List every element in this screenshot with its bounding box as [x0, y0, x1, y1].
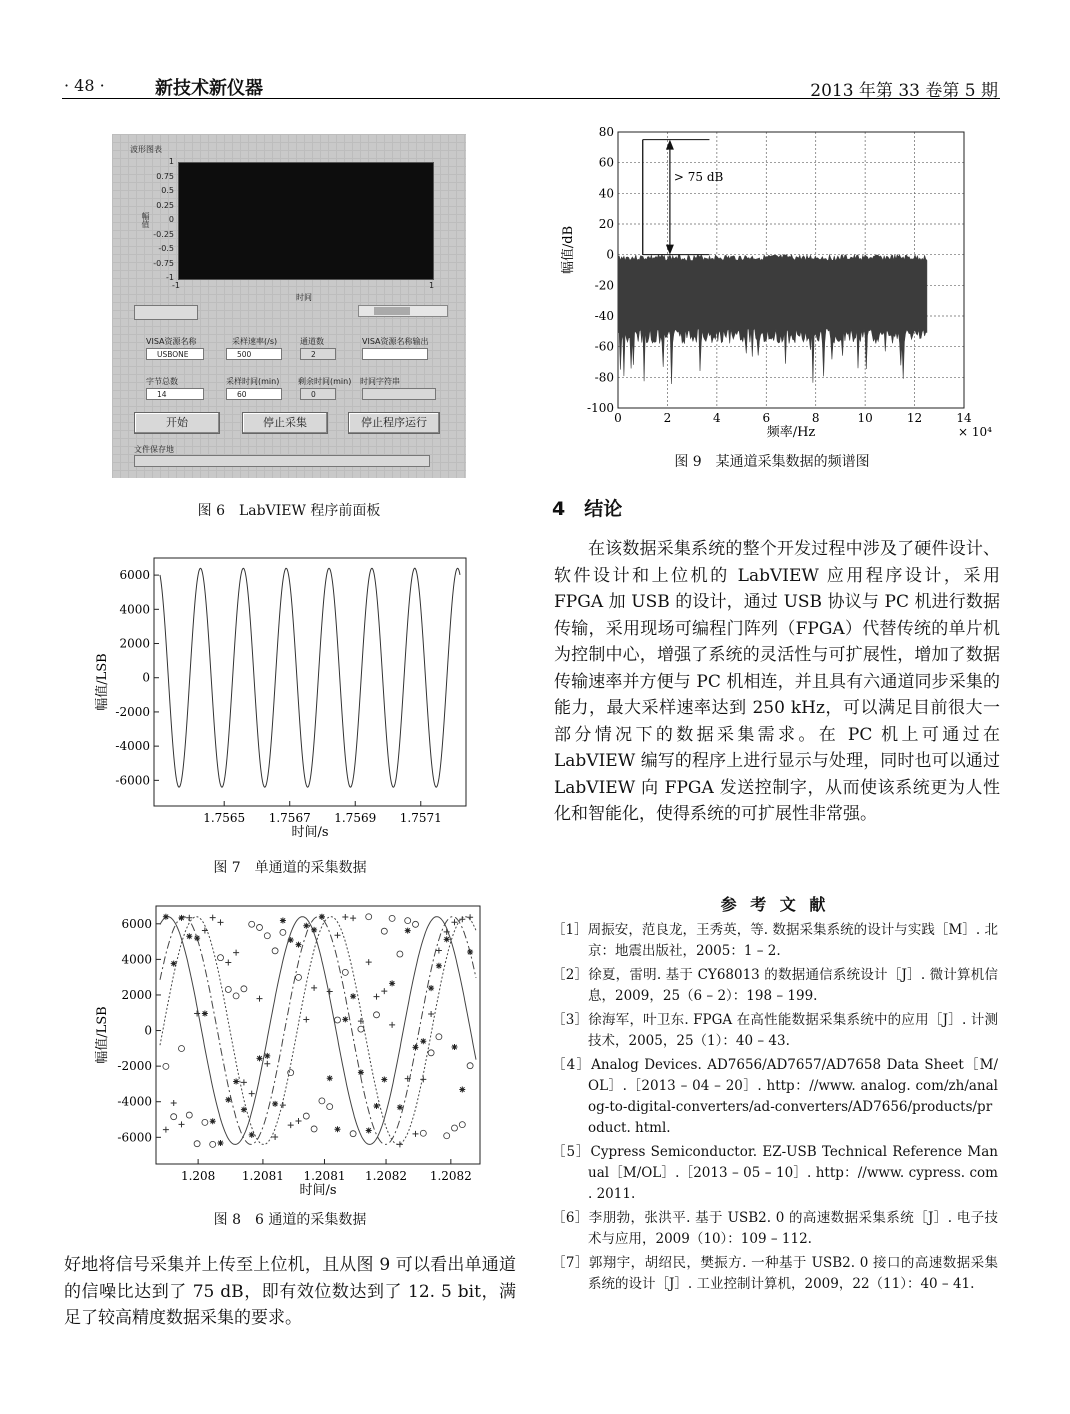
fig8-marker-star [296, 942, 302, 948]
reference-item: ［2］徐夏，雷明. 基于 CY68013 的数据通信系统设计［J］. 微计算机信息，2009，25（6 – 2）：198 – 199. [552, 967, 998, 1004]
fig8-x-tick-label: 1.208 [180, 1169, 216, 1183]
fig8-marker-star [374, 1103, 380, 1109]
fig8-marker-plus [171, 1100, 177, 1106]
remaining-value: 0 [300, 388, 336, 400]
fig8-marker-star [436, 963, 442, 969]
fig8-marker-circle [171, 1114, 177, 1120]
visa-out-value [362, 348, 428, 360]
graph-title: 波形图表 [130, 145, 162, 154]
fig9-x-tick-label: 2 [663, 411, 672, 425]
fig9-x-tick-label: 8 [811, 411, 820, 425]
fig8-marker-plus [327, 989, 333, 995]
fig8-marker-star [467, 949, 473, 955]
fig8-marker-plus [179, 1121, 185, 1127]
fig8-marker-plus [374, 994, 380, 1000]
fig8-marker-plus [272, 1134, 278, 1140]
fig8-marker-circle [288, 1070, 294, 1076]
fig8-marker-star [311, 927, 317, 933]
graph-x-min: -1 [172, 281, 180, 290]
fig8-x-tick-label: 1.2082 [429, 1169, 472, 1183]
fig8-marker-plus [303, 1017, 309, 1023]
fig7-x-axis-label: 时间/s [291, 825, 329, 840]
fig9-y-tick-label: -20 [594, 278, 614, 293]
fig8-marker-plus [381, 988, 387, 994]
reference-item: ［6］李朋勃，张洪平. 基于 USB2. 0 的高速数据采集系统［J］. 电子技术与应用，2009（10）：109 – 112. [552, 1210, 998, 1247]
fig8-marker-star [397, 1104, 403, 1110]
fig8-marker-circle [311, 1126, 317, 1132]
fig8-marker-circle [202, 1119, 208, 1125]
fig9-annotation-label: > 75 dB [673, 170, 724, 185]
channels-label: 通道数 [300, 337, 324, 346]
fig8-x-tick-label: 1.2081 [241, 1169, 284, 1183]
fig8-marker-star [257, 1055, 263, 1061]
fig7-y-tick-label: 4000 [119, 602, 150, 617]
fig9-y-tick-label: -40 [594, 309, 614, 323]
fig7-y-tick-label: -4000 [115, 739, 150, 754]
fig8-marker-star [420, 1038, 426, 1044]
fig8-marker-star [358, 1069, 364, 1075]
fig8-marker-circle [467, 1063, 473, 1069]
fig9-y-tick-label: 80 [598, 125, 614, 139]
fig8-marker-circle [249, 921, 255, 927]
fig8-marker-star [179, 915, 185, 921]
fig8-marker-star [264, 1053, 270, 1059]
fig9-y-axis-label: 幅值/dB [561, 225, 576, 275]
sample-time-input[interactable]: 60 [226, 388, 282, 400]
fig8-marker-star [413, 1044, 419, 1050]
graph-y-tick: 0 [168, 215, 174, 224]
fig9-x-axis-label: 频率/Hz [766, 425, 816, 440]
fig8-marker-circle [233, 993, 239, 999]
fig8-marker-star [381, 1077, 387, 1083]
visa-name-select[interactable]: USBONE [146, 348, 204, 360]
channels-value: 2 [300, 348, 336, 360]
fig7-y-axis-label: 幅值/LSB [95, 653, 110, 711]
fig8-marker-star [171, 961, 177, 967]
fig8-marker-star [335, 1126, 341, 1132]
string-label: 时间字符串 [360, 377, 400, 386]
fig8-marker-star [194, 935, 200, 941]
sample-rate-label: 采样速率(/s) [232, 337, 278, 346]
fig8-marker-star [233, 1079, 239, 1085]
fig8-marker-circle [272, 948, 278, 954]
waveform-chart-plot [178, 162, 434, 280]
graph-palette[interactable] [134, 305, 198, 320]
fig8-marker-plus [350, 915, 356, 921]
issue-info: 2013 年第 33 卷第 5 期 [810, 81, 998, 101]
fig8-marker-circle [218, 955, 224, 961]
graph-x-label: 时间 [296, 293, 312, 302]
fig8-y-tick-label: 4000 [121, 952, 152, 967]
graph-y-tick: 1 [168, 157, 174, 166]
fig8-marker-plus [280, 1102, 286, 1108]
fig8-marker-plus [225, 960, 231, 966]
fig8-caption: 图 8 6 通道的采集数据 [213, 1212, 367, 1228]
fig8-marker-star [218, 1140, 224, 1146]
fig8-marker-plus [459, 916, 465, 922]
fig8-marker-star [342, 1016, 348, 1022]
fig9-y-tick-label: 60 [598, 155, 614, 170]
fig8-marker-star [210, 1118, 216, 1124]
fig9-y-tick-label: -60 [594, 339, 614, 354]
fig8-x-tick-label: 1.2082 [365, 1169, 408, 1183]
conclusion-paragraph: 在该数据采集系统的整个开发过程中涉及了硬件设计、软件设计和上位机的 LabVIEW 应用程序设计，采用 FPGA 加 USB 的设计，通过 USB 协议与 PC 机进行数据传输，采用现场可编程门阵列（FPGA）代替传统的单片机为控制中心，增强了系统的灵活性与可扩展性，增加了数据传输速率并方便与 PC 机相连，并且具有六通道同步采集的能力，最大采样速率达到 250 kHz，可以满足目前很大一部分情况下的数据采集需求。在 PC 机上可通过在 LabVIEW 编写的程序上进行显示与处理，同时也可以通过 LabVIEW 向 FPGA 发送控制字，从而使该系统更为人性化和智能化，使得系统的可扩展性非常强。 [554, 539, 1000, 824]
fig8-marker-circle [303, 1113, 309, 1119]
left-paragraph: 好地将信号采集并上传至上位机，且从图 9 可以看出单通道的信噪比达到了 75 dB，即有效位数达到了 12. 5 bit，满足了较高精度数据采集的要求。 [64, 1255, 516, 1328]
graph-y-tick: 0.75 [156, 171, 174, 181]
visa-out-label: VISA资源名称输出 [362, 337, 429, 346]
fig8-marker-circle [186, 1112, 192, 1118]
fig7-series-line [160, 568, 460, 787]
fig8-series-line [160, 917, 476, 1145]
fig8-marker-star [389, 980, 395, 986]
fig8-marker-circle [210, 1141, 216, 1147]
fig9-x-tick-label: 4 [713, 411, 721, 425]
reference-item: ［4］Analog Devices. AD7656/AD7657/AD7658 Data Sheet［M/OL］.［2013 – 04 – 20］. http：//www. analog. com/zh/analog-to-digital-converters/ad-converters/AD7656/products/product. html. [552, 1057, 998, 1136]
fig8-marker-plus [413, 1131, 419, 1137]
fig8-x-axis-label: 时间/s [299, 1183, 337, 1198]
fig8-marker-star [319, 914, 325, 920]
fig8-marker-plus [389, 1022, 395, 1028]
fig9-chart [552, 122, 992, 446]
fig8-marker-plus [241, 1079, 247, 1085]
fig8-marker-circle [296, 974, 302, 980]
reference-item: ［5］Cypress Semiconductor. EZ-USB Technical Reference Manual［M/OL］.［2013 – 05 – 10］. http：//www. cypress. com . 2011. [552, 1144, 998, 1202]
fig9-x-tick-label: 10 [857, 411, 873, 425]
fig8-marker-circle [413, 921, 419, 927]
fig8-marker-star [366, 1127, 372, 1133]
fig7-y-tick-label: 2000 [119, 636, 150, 651]
fig9-noise-band [618, 255, 927, 384]
fig7-x-tick-label: 1.7567 [268, 811, 311, 825]
fig8-marker-circle [179, 1046, 185, 1052]
fig8-y-tick-label: -2000 [117, 1059, 152, 1074]
fig9-y-tick-label: 0 [606, 247, 614, 262]
fig8-marker-circle [350, 1131, 356, 1137]
fig8-marker-plus [436, 948, 442, 954]
fig7-caption: 图 7 单通道的采集数据 [213, 860, 367, 876]
fig8-marker-plus [264, 1061, 270, 1067]
graph-y-tick: 0.25 [156, 200, 174, 210]
fig9-y-tick-label: 20 [598, 217, 614, 231]
fig8-marker-circle [342, 969, 348, 975]
fig8-marker-star [327, 1075, 333, 1081]
fig8-marker-circle [374, 1012, 380, 1018]
visa-name-label: VISA资源名称 [146, 337, 197, 346]
fig8-marker-star [428, 985, 434, 991]
graph-y-tick: -1 [166, 273, 174, 282]
fig9-x-tick-label: 12 [906, 411, 923, 425]
sample-rate-input[interactable]: 500 [226, 348, 282, 360]
graph-y-tick: 0.5 [161, 186, 174, 195]
fig8-marker-circle [225, 986, 231, 992]
labview-front-panel [112, 134, 466, 478]
stop-acquisition-button[interactable]: 停止采集 [242, 412, 328, 434]
fig8-marker-star [288, 937, 294, 943]
fig7-x-tick-label: 1.7571 [399, 811, 442, 825]
fig8-marker-star [241, 1107, 247, 1113]
graph-y-label: 幅值 [141, 212, 150, 228]
fig8-marker-plus [288, 1122, 294, 1128]
bytes-label: 字节总数 [146, 377, 178, 386]
stop-program-button[interactable]: 停止程序运行 [348, 412, 440, 434]
fig7-y-tick-label: -2000 [115, 704, 150, 719]
graph-y-tick: -0.75 [153, 258, 174, 268]
fig8-marker-plus [202, 928, 208, 934]
fig8-marker-plus [163, 1127, 169, 1133]
fig8-x-tick-label: 1.2081 [303, 1169, 346, 1183]
fig8-marker-circle [405, 918, 411, 924]
string-value [362, 388, 436, 400]
fig8-marker-plus [397, 1141, 403, 1147]
fig8-marker-star [444, 936, 450, 942]
scrollbar-thumb[interactable] [374, 307, 410, 315]
start-button[interactable]: 开始 [134, 412, 220, 434]
fig9-y-tick-label: 40 [598, 186, 614, 201]
header-rule [62, 98, 1000, 99]
graph-y-tick: -0.25 [153, 229, 174, 239]
fig7-chart [90, 548, 490, 848]
reference-item: ［1］周振安，范良龙，王秀英，等. 数据采集系统的设计与实践［M］. 北京：地震出版社，2005：1 – 2. [552, 922, 998, 959]
fig8-marker-star [350, 993, 356, 999]
fig7-y-tick-label: 0 [142, 670, 150, 685]
fig9-y-tick-label: -80 [594, 370, 614, 385]
fig8-marker-circle [459, 1122, 465, 1128]
fig7-y-tick-label: -6000 [115, 773, 150, 788]
fig8-y-axis-label: 幅值/LSB [95, 1006, 110, 1064]
fig8-marker-plus [366, 959, 372, 965]
section-heading: 4 结论 [552, 498, 623, 520]
fig8-marker-circle [358, 1026, 364, 1032]
fig8-marker-star [163, 914, 169, 920]
fig7-x-tick-label: 1.7565 [203, 811, 246, 825]
fig7-y-tick-label: 6000 [119, 568, 150, 583]
references-heading: 参 考 文 献 [720, 895, 830, 914]
file-path-label: 文件保存地 [134, 445, 174, 454]
fig8-marker-star [452, 1044, 458, 1050]
fig8-marker-plus [296, 1118, 302, 1124]
fig8-y-tick-label: 0 [144, 1023, 152, 1038]
reference-item: ［3］徐海军，叶卫东. FPGA 在高性能数据采集系统中的应用［J］. 计测技术，2005，25（1）：40 – 43. [552, 1012, 998, 1049]
fig8-marker-star [459, 1087, 465, 1093]
fig8-series-line [160, 917, 476, 1145]
fig8-marker-circle [452, 1125, 458, 1131]
fig8-marker-star [303, 923, 309, 929]
fig8-marker-circle [444, 1133, 450, 1139]
fig8-marker-circle [241, 986, 247, 992]
fig8-marker-plus [335, 932, 341, 938]
fig8-marker-circle [436, 1034, 442, 1040]
fig8-marker-circle [319, 1098, 325, 1104]
fig8-y-tick-label: 2000 [121, 987, 152, 1002]
fig8-marker-circle [420, 1130, 426, 1136]
fig8-marker-plus [452, 919, 458, 925]
fig8-marker-star [225, 1097, 231, 1103]
fig8-y-tick-label: -6000 [117, 1130, 152, 1145]
fig8-marker-circle [163, 1063, 169, 1069]
fig8-marker-star [249, 1132, 255, 1138]
fig8-marker-circle [397, 951, 403, 957]
sample-time-label: 采样时间(min) [226, 377, 280, 386]
graph-y-tick: -0.5 [158, 244, 174, 253]
page-number: · 48 · [64, 76, 105, 95]
fig8-marker-plus [218, 919, 224, 925]
fig8-marker-star [272, 1101, 278, 1107]
fig7-x-tick-label: 1.7569 [334, 811, 377, 825]
fig8-marker-plus [428, 1011, 434, 1017]
fig8-marker-plus [257, 996, 263, 1002]
fig8-marker-circle [194, 1141, 200, 1147]
fig8-marker-plus [233, 950, 239, 956]
fig9-x-tick-label: 14 [956, 411, 972, 425]
fig8-marker-plus [420, 1076, 426, 1082]
bytes-input[interactable]: 14 [146, 388, 204, 400]
fig8-marker-star [186, 933, 192, 939]
fig9-x-multiplier: × 10⁴ [958, 425, 992, 439]
file-path-input[interactable] [134, 455, 430, 467]
fig8-marker-star [280, 918, 286, 924]
fig8-marker-star [405, 928, 411, 934]
fig8-marker-circle [389, 915, 395, 921]
fig9-caption: 图 9 某通道采集数据的频谱图 [674, 454, 870, 470]
fig8-marker-circle [428, 1050, 434, 1056]
fig8-marker-plus [210, 915, 216, 921]
fig8-y-tick-label: -4000 [117, 1094, 152, 1109]
fig8-marker-plus [249, 1091, 255, 1097]
remaining-label: 剩余时间(min) [298, 377, 352, 386]
fig8-marker-plus [342, 914, 348, 920]
journal-title: 新技术新仪器 [155, 78, 263, 99]
references-list [552, 920, 998, 1298]
fig9-x-tick-label: 0 [614, 411, 622, 425]
fig8-chart [90, 900, 490, 1200]
fig9-y-tick-label: -100 [587, 401, 614, 415]
fig8-marker-plus [467, 914, 473, 920]
fig8-series-line [160, 917, 476, 1145]
fig8-marker-circle [257, 924, 263, 930]
fig8-y-tick-label: 6000 [121, 916, 152, 931]
fig8-marker-circle [381, 928, 387, 934]
fig8-marker-star [202, 1011, 208, 1017]
fig9-x-tick-label: 6 [762, 411, 771, 425]
fig8-marker-circle [264, 933, 270, 939]
fig8-marker-circle [327, 1104, 333, 1110]
graph-x-max: 1 [429, 281, 435, 290]
fig8-marker-circle [335, 1017, 341, 1023]
reference-item: ［7］郭翔宇，胡绍民，樊振方. 一种基于 USB2. 0 接口的高速数据采集系统的设计［J］. 工业控制计算机，2009，22（11）：40 – 41. [552, 1255, 998, 1292]
fig8-marker-circle [280, 929, 286, 935]
fig8-marker-plus [311, 985, 317, 991]
fig8-marker-circle [366, 914, 372, 920]
fig6-caption: 图 6 LabVIEW 程序前面板 [197, 503, 381, 519]
